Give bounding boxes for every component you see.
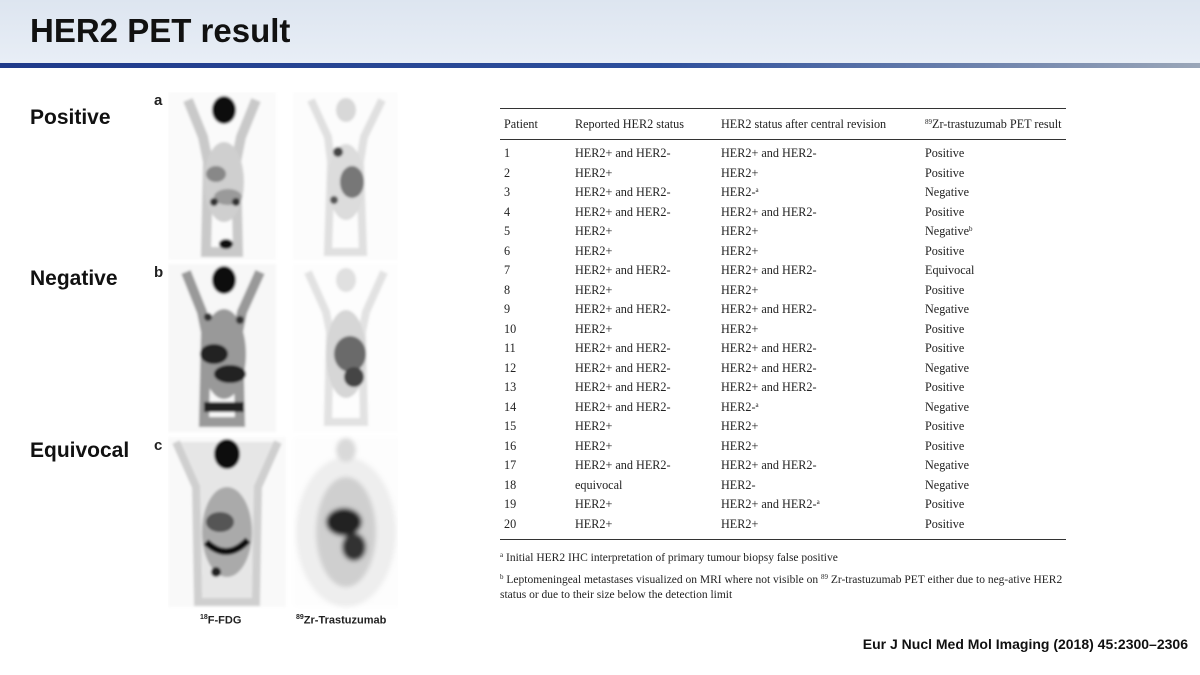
- cell-patient: 9: [504, 302, 511, 317]
- table-row: [500, 164, 1066, 184]
- cell-pet-result: Positive: [925, 497, 965, 512]
- cell-pet-result: Positive: [925, 146, 965, 161]
- cell-pet-result: Equivocal: [925, 263, 975, 278]
- panel-letter-a: a: [154, 92, 163, 109]
- cell-reported: HER2+ and HER2-: [575, 360, 671, 375]
- cell-patient: 14: [504, 399, 517, 414]
- citation: Eur J Nucl Med Mol Imaging (2018) 45:2300–2306: [862, 636, 1188, 652]
- cell-pet-result: Positive: [925, 380, 965, 395]
- table-row: [500, 203, 1066, 223]
- header-pet: $^{89}$Zr-trastuzumab PET result: [925, 116, 1062, 131]
- table-row: [500, 476, 1066, 496]
- cell-patient: 16: [504, 438, 517, 453]
- cell-revision: HER2+: [721, 224, 759, 239]
- scan-c-fdg: [168, 437, 286, 607]
- cell-pet-result: Negative: [925, 185, 969, 200]
- cell-reported: HER2+ and HER2-: [575, 146, 671, 161]
- cell-revision: HER2+ and HER2-: [721, 263, 817, 278]
- cell-pet-result: Negative: [925, 477, 969, 492]
- cell-pet-result: Positive: [925, 341, 965, 356]
- cell-reported: HER2+: [575, 516, 613, 531]
- row-label-equivocal: Equivocal: [30, 439, 130, 462]
- cell-pet-result: Positive: [925, 516, 965, 531]
- cell-revision: HER2+: [721, 165, 759, 180]
- cell-patient: 8: [504, 282, 511, 297]
- cell-patient: 11: [504, 341, 516, 356]
- cell-revision: HER2+: [721, 419, 759, 434]
- table-body: [500, 144, 1066, 534]
- cell-revision: HER2-: [721, 477, 756, 492]
- cell-revision: HER2+ and HER2-: [721, 146, 817, 161]
- cell-reported: HER2+ and HER2-: [575, 263, 671, 278]
- table-row: [500, 339, 1066, 359]
- cell-reported: HER2+: [575, 243, 613, 258]
- cell-pet-result: Negative: [925, 360, 969, 375]
- scan-c-zr: [293, 437, 398, 607]
- caption-zr-trastuzumab: $^{89}$Zr-Trastuzumab: [296, 614, 387, 627]
- table-row: [500, 359, 1066, 379]
- table-row: [500, 437, 1066, 457]
- table-row: [500, 281, 1066, 301]
- page-title: HER2 PET result: [30, 12, 291, 49]
- cell-reported: HER2+: [575, 321, 613, 336]
- table-row: [500, 183, 1066, 203]
- scan-a-zr: [293, 92, 398, 260]
- header-reported: Reported HER2 status: [575, 116, 684, 131]
- cell-patient: 4: [504, 204, 511, 219]
- table-row: [500, 222, 1066, 242]
- cell-patient: 13: [504, 380, 517, 395]
- header-patient: Patient: [504, 116, 538, 131]
- header-revision: HER2 status after central revision: [721, 116, 887, 131]
- cell-revision: HER2+ and HER2-: [721, 458, 817, 473]
- table-row: [500, 456, 1066, 476]
- cell-revision: HER2+ and HER2-$^a$: [721, 497, 820, 512]
- scan-b-fdg: [168, 264, 276, 432]
- cell-pet-result: Negative: [925, 458, 969, 473]
- title-bar: [0, 0, 1200, 63]
- table-header-row: [500, 109, 1066, 139]
- cell-reported: HER2+ and HER2-: [575, 185, 671, 200]
- panel-letter-c: c: [154, 437, 163, 454]
- caption-fdg: $^{18}$F-FDG: [200, 614, 242, 627]
- cell-revision: HER2+ and HER2-: [721, 380, 817, 395]
- cell-patient: 6: [504, 243, 511, 258]
- cell-pet-result: Negative$^b$: [925, 224, 973, 239]
- cell-patient: 15: [504, 419, 517, 434]
- row-label-negative: Negative: [30, 267, 118, 290]
- table-row: [500, 398, 1066, 418]
- table-row: [500, 378, 1066, 398]
- cell-reported: HER2+: [575, 165, 613, 180]
- cell-pet-result: Positive: [925, 438, 965, 453]
- cell-pet-result: Positive: [925, 204, 965, 219]
- cell-reported: HER2+: [575, 224, 613, 239]
- cell-patient: 2: [504, 165, 511, 180]
- row-label-positive: Positive: [30, 106, 111, 129]
- cell-patient: 7: [504, 263, 511, 278]
- table-row: [500, 261, 1066, 281]
- table-row: [500, 495, 1066, 515]
- cell-pet-result: Positive: [925, 419, 965, 434]
- scan-a-fdg: [168, 92, 276, 260]
- cell-pet-result: Negative: [925, 302, 969, 317]
- table-row: [500, 417, 1066, 437]
- table-row: [500, 300, 1066, 320]
- cell-patient: 19: [504, 497, 517, 512]
- cell-pet-result: Positive: [925, 321, 965, 336]
- cell-revision: HER2+ and HER2-: [721, 302, 817, 317]
- cell-reported: equivocal: [575, 477, 623, 492]
- cell-revision: HER2+: [721, 282, 759, 297]
- cell-reported: HER2+: [575, 438, 613, 453]
- cell-revision: HER2+ and HER2-: [721, 341, 817, 356]
- results-table: [500, 108, 1066, 603]
- cell-revision: HER2+: [721, 438, 759, 453]
- cell-revision: HER2+: [721, 516, 759, 531]
- cell-revision: HER2+ and HER2-: [721, 360, 817, 375]
- cell-pet-result: Negative: [925, 399, 969, 414]
- table-bottom-rule: [500, 539, 1066, 540]
- cell-reported: HER2+ and HER2-: [575, 204, 671, 219]
- footnote-a: $^a$ Initial HER2 IHC interpretation of primary tumour biopsy false positive: [500, 551, 838, 564]
- footnote-b: $^b$ Leptomeningeal metastases visualized on MRI where not visible on $^{89}$ Zr-trastuzumab PET either due to neg-ative HER2 status or due to their size below the detection limit: [500, 573, 1063, 601]
- cell-patient: 5: [504, 224, 511, 239]
- cell-reported: HER2+ and HER2-: [575, 380, 671, 395]
- cell-reported: HER2+ and HER2-: [575, 399, 671, 414]
- cell-patient: 12: [504, 360, 517, 375]
- cell-pet-result: Positive: [925, 165, 965, 180]
- table-row: [500, 242, 1066, 262]
- cell-reported: HER2+: [575, 419, 613, 434]
- cell-reported: HER2+: [575, 282, 613, 297]
- scan-b-zr: [293, 264, 398, 432]
- cell-reported: HER2+ and HER2-: [575, 458, 671, 473]
- cell-reported: HER2+: [575, 497, 613, 512]
- cell-patient: 18: [504, 477, 517, 492]
- table-header-rule: [500, 139, 1066, 140]
- cell-pet-result: Positive: [925, 282, 965, 297]
- cell-patient: 10: [504, 321, 517, 336]
- panel-letter-b: b: [154, 264, 164, 281]
- table-row: [500, 144, 1066, 164]
- cell-revision: HER2+: [721, 321, 759, 336]
- cell-revision: HER2+ and HER2-: [721, 204, 817, 219]
- cell-patient: 20: [504, 516, 517, 531]
- cell-revision: HER2+: [721, 243, 759, 258]
- title-underline: [0, 63, 1200, 68]
- cell-patient: 1: [504, 146, 511, 161]
- cell-patient: 17: [504, 458, 517, 473]
- table-row: [500, 515, 1066, 535]
- cell-revision: HER2-$^a$: [721, 185, 759, 200]
- table-row: [500, 320, 1066, 340]
- cell-reported: HER2+ and HER2-: [575, 341, 671, 356]
- cell-revision: HER2-$^a$: [721, 399, 759, 414]
- pet-scan-images: [168, 92, 398, 612]
- cell-pet-result: Positive: [925, 243, 965, 258]
- cell-patient: 3: [504, 185, 511, 200]
- cell-reported: HER2+ and HER2-: [575, 302, 671, 317]
